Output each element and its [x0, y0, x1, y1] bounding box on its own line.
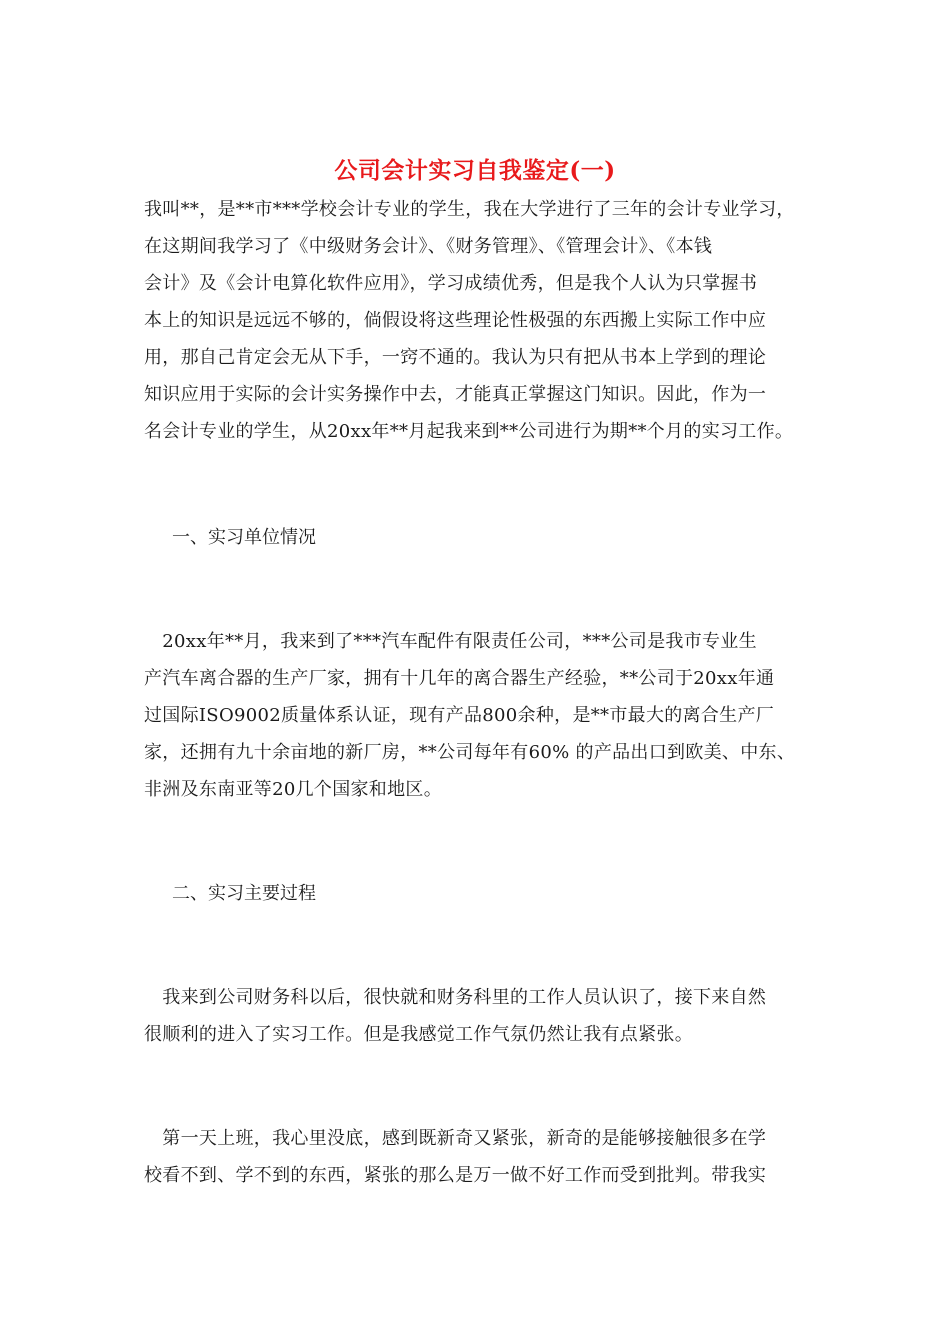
intro-line: 我叫**，是**市***学校会计专业的学生，我在大学进行了三年的会计专业学习，	[144, 199, 795, 220]
section2-para2-line: 校看不到、学不到的东西，紧张的那么是万一做不好工作而受到批判。带我实	[144, 1165, 767, 1186]
section2-para1-line: 很顺利的进入了实习工作。但是我感觉工作气氛仍然让我有点紧张。	[144, 1024, 693, 1045]
section1-line: 20xx年**月，我来到了***汽车配件有限责任公司，***公司是我市专业生	[144, 631, 757, 652]
section1-line: 产汽车离合器的生产厂家，拥有十几年的离合器生产经验，**公司于20xx年通	[144, 668, 775, 689]
intro-line: 知识应用于实际的会计实务操作中去，才能真正掌握这门知识。因此，作为一	[144, 384, 767, 405]
section-heading-process: 二、实习主要过程	[172, 883, 316, 904]
intro-line: 在这期间我学习了《中级财务会计》、《财务管理》、《管理会计》、《本钱	[144, 236, 713, 257]
section1-line: 非洲及东南亚等20几个国家和地区。	[144, 779, 443, 800]
document-title: 公司会计实习自我鉴定(一)	[334, 157, 616, 184]
section2-para2-line: 第一天上班，我心里没底，感到既新奇又紧张，新奇的是能够接触很多在学	[144, 1128, 767, 1149]
section2-para1-line: 我来到公司财务科以后，很快就和财务科里的工作人员认识了，接下来自然	[144, 987, 767, 1008]
section1-line: 家，还拥有九十余亩地的新厂房，**公司每年有60% 的产品出口到欧美、中东、	[144, 742, 796, 763]
intro-line: 名会计专业的学生，从20xx年**月起我来到**公司进行为期**个月的实习工作。	[144, 421, 794, 442]
intro-line: 会计》及《会计电算化软件应用》，学习成绩优秀，但是我个人认为只掌握书	[144, 273, 758, 294]
intro-line: 用，那自己肯定会无从下手，一窍不通的。我认为只有把从书本上学到的理论	[144, 347, 767, 368]
section-heading-unit: 一、实习单位情况	[172, 527, 316, 548]
section1-line: 过国际ISO9002质量体系认证，现有产品800余种，是**市最大的离合生产厂	[144, 705, 775, 726]
intro-line: 本上的知识是远远不够的，倘假设将这些理论性极强的东西搬上实际工作中应	[144, 310, 767, 331]
